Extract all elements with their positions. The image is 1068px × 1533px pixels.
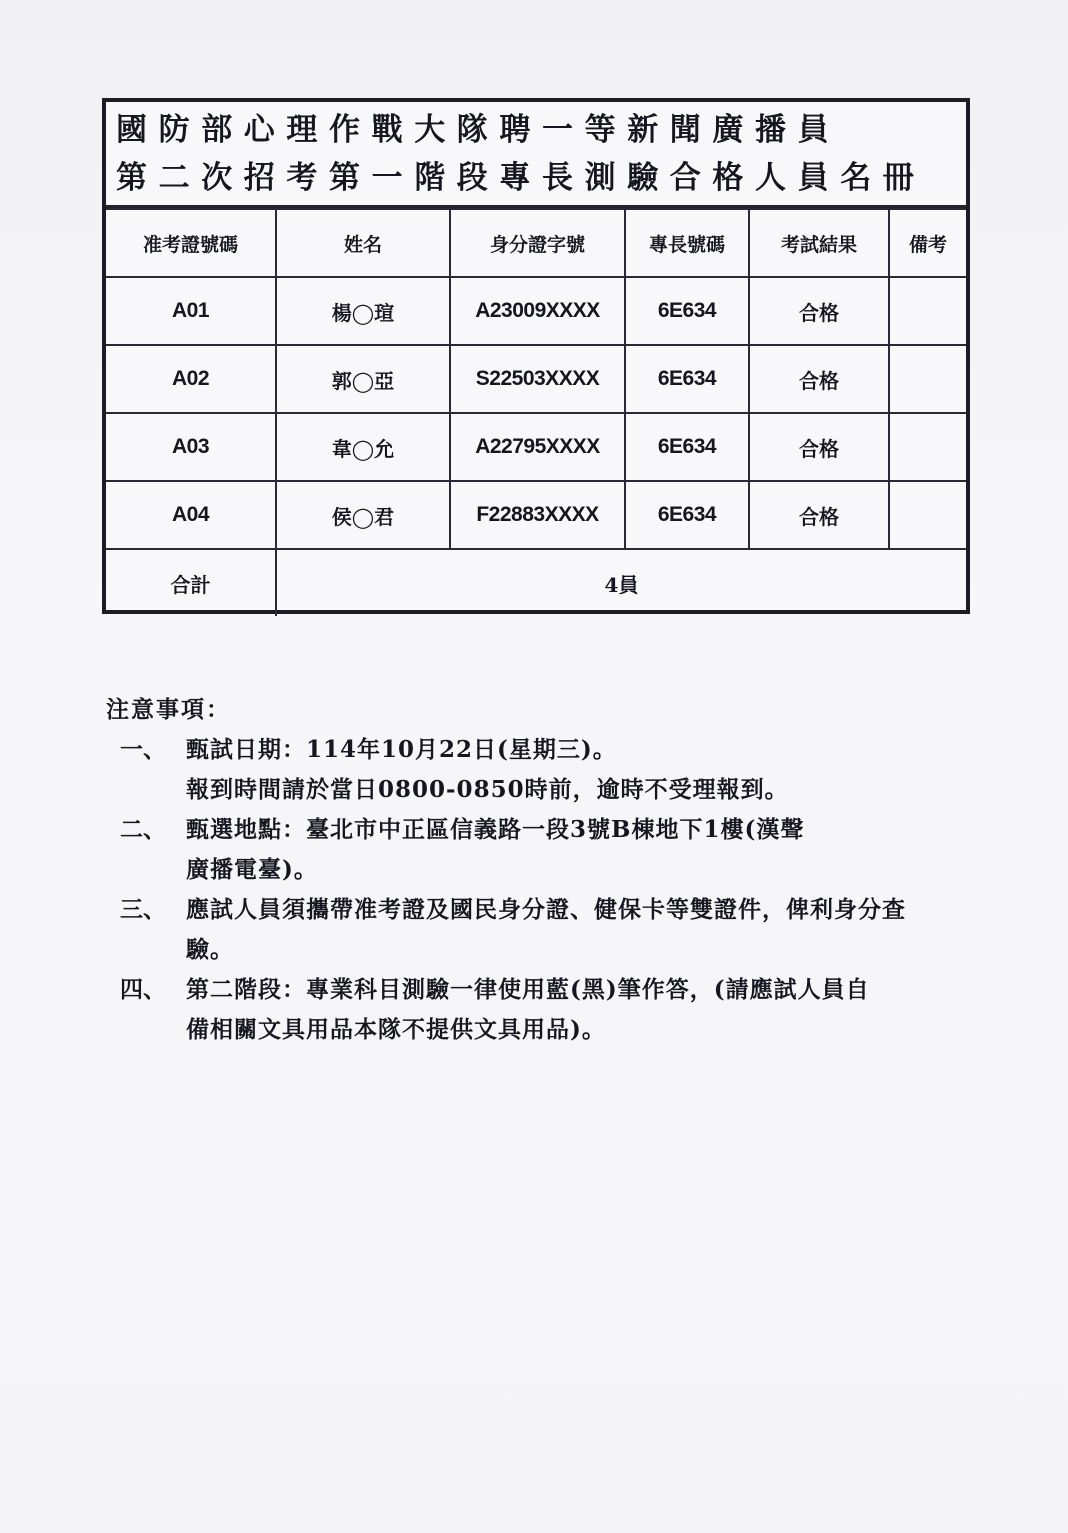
cell-remark — [889, 413, 966, 481]
note-number: 四、 — [120, 976, 166, 1003]
header-specialty: 專長號碼 — [625, 209, 749, 277]
note-line: 第二階段：專業科目測驗一律使用藍(黑)筆作答，(請應試人員自 — [186, 976, 870, 1003]
cell-id-no: A22795XXXX — [450, 413, 625, 481]
header-exam-no: 准考證號碼 — [106, 209, 276, 277]
cell-exam-no: A04 — [106, 481, 276, 549]
header-result: 考試結果 — [749, 209, 889, 277]
table-header-row — [106, 209, 966, 277]
table-total-row — [106, 549, 966, 616]
cell-exam-no: A02 — [106, 345, 276, 413]
note-number: 二、 — [120, 816, 166, 843]
note-line: 甄試日期：114年10月22日(星期三)。 — [186, 736, 617, 763]
table-row — [106, 481, 966, 549]
note-item — [106, 730, 986, 810]
cell-name: 侯◯君 — [276, 481, 450, 549]
note-line: 報到時間請於當日0800-0850時前，逾時不受理報到。 — [186, 776, 789, 803]
title-line-1: 國防部心理作戰大隊聘一等新聞廣播員 — [116, 111, 841, 148]
header-name: 姓名 — [276, 209, 450, 277]
note-number: 一、 — [120, 736, 166, 763]
roster-table — [106, 208, 966, 616]
note-item — [106, 970, 986, 1050]
table-row — [106, 413, 966, 481]
notes-heading: 注意事項： — [106, 696, 231, 723]
cell-specialty: 6E634 — [625, 277, 749, 345]
note-line: 廣播電臺)。 — [186, 856, 318, 883]
note-item — [106, 810, 986, 890]
roster-table-frame — [102, 98, 970, 614]
note-line: 驗。 — [186, 936, 234, 963]
cell-result: 合格 — [749, 481, 889, 549]
header-id-no: 身分證字號 — [450, 209, 625, 277]
cell-id-no: S22503XXXX — [450, 345, 625, 413]
cell-result: 合格 — [749, 413, 889, 481]
header-remark: 備考 — [889, 209, 966, 277]
note-line: 甄選地點：臺北市中正區信義路一段3號B棟地下1樓(漢聲 — [186, 816, 805, 843]
cell-result: 合格 — [749, 277, 889, 345]
note-item — [106, 890, 986, 970]
cell-name: 韋◯允 — [276, 413, 450, 481]
note-line: 備相關文具用品本隊不提供文具用品)。 — [186, 1016, 606, 1043]
cell-id-no: F22883XXXX — [450, 481, 625, 549]
cell-remark — [889, 481, 966, 549]
cell-remark — [889, 277, 966, 345]
note-number: 三、 — [120, 896, 166, 923]
cell-name: 楊◯瑄 — [276, 277, 450, 345]
document-title — [106, 102, 966, 208]
cell-exam-no: A03 — [106, 413, 276, 481]
cell-id-no: A23009XXXX — [450, 277, 625, 345]
cell-name: 郭◯亞 — [276, 345, 450, 413]
total-label: 合計 — [106, 549, 276, 616]
cell-remark — [889, 345, 966, 413]
title-line-2: 第二次招考第一階段專長測驗合格人員名冊 — [116, 159, 926, 196]
total-value: 4員 — [276, 549, 966, 616]
cell-specialty: 6E634 — [625, 345, 749, 413]
note-line: 應試人員須攜帶准考證及國民身分證、健保卡等雙證件，俾利身分查 — [186, 896, 906, 923]
table-row — [106, 277, 966, 345]
cell-specialty: 6E634 — [625, 481, 749, 549]
cell-result: 合格 — [749, 345, 889, 413]
cell-exam-no: A01 — [106, 277, 276, 345]
table-row — [106, 345, 966, 413]
cell-specialty: 6E634 — [625, 413, 749, 481]
notes-section — [106, 690, 986, 1050]
